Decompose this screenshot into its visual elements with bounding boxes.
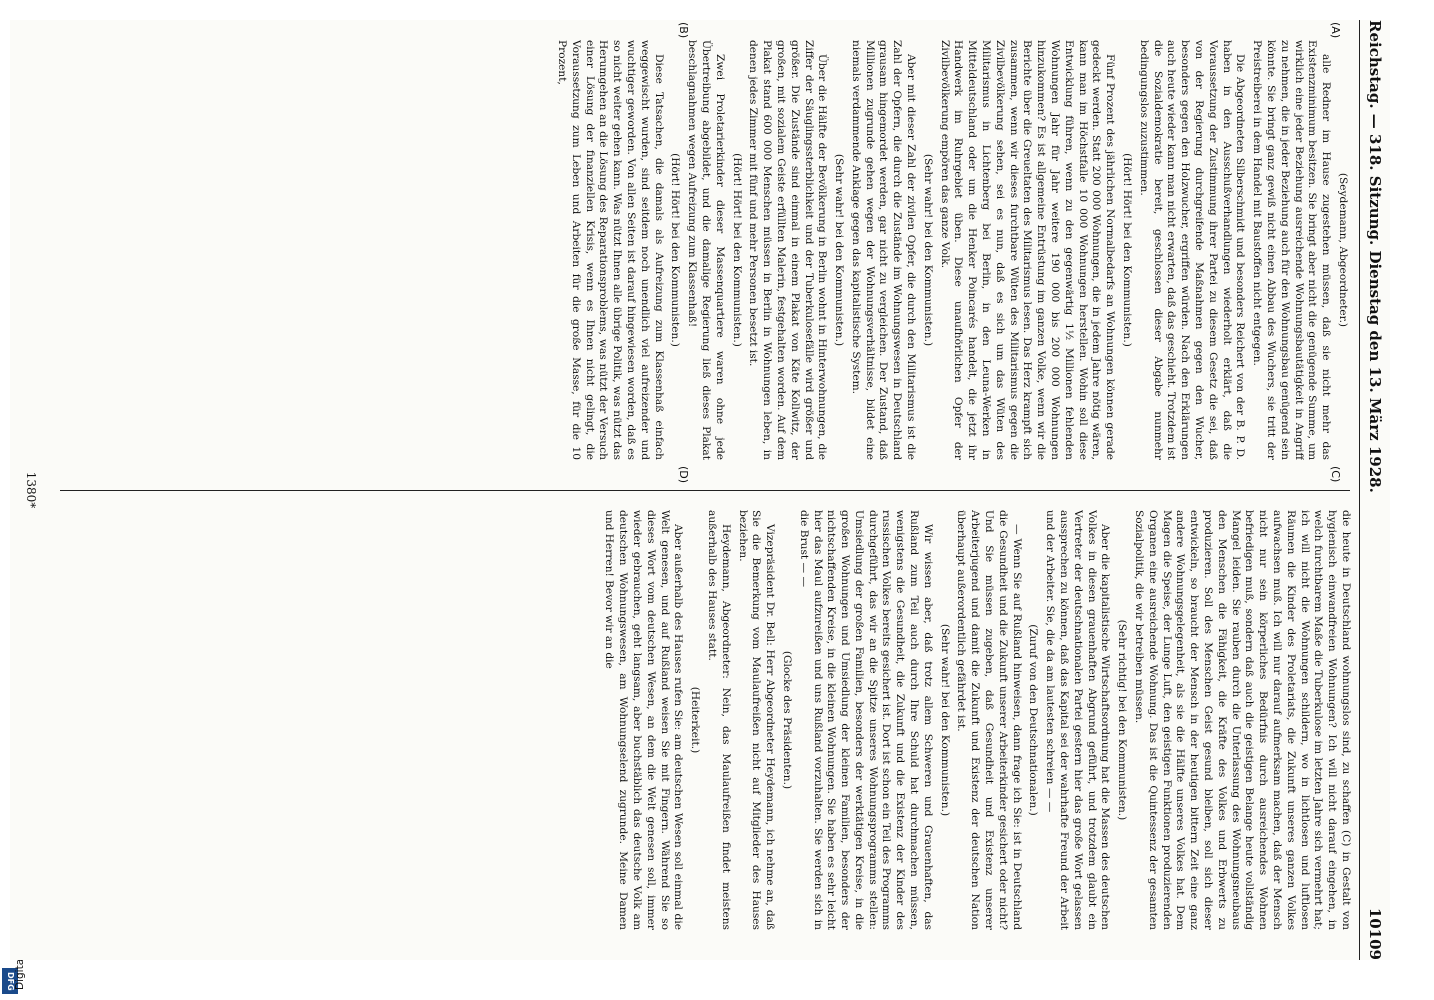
right-paragraph: Aber die kapitalistische Wirtschaftsordnung hat die Massen des deutschen Volkes in diesen grauenhaften Abgrund geführt, und trotzdem glaubt ein Vertreter der deutschnationalen Partei gestern hier das große Wort gelassen aussprechen zu können, daß das Kapital sei der wahrhafte Freund der Arbeit und der Arbeiter. Sie, die da am lautesten schreien — — <box>1044 510 1112 930</box>
page-number: 10109 <box>1366 907 1384 960</box>
right-paragraph: Vizepräsident Dr. Bell: Herr Abgeordneter Heydemann, ich nehme an, daß Sie die Bemerkung vom Maulaufreißen nicht auf Mitglieder des Hauses beziehen. <box>736 510 777 930</box>
page-footer: 1380* <box>24 471 38 509</box>
left-paragraph: alle Redner im Hause zugestehen müssen, daß sie nicht mehr das Existenzminimum besitzen. Sie bringt aber nicht die genügende Summe, um wirklich eine jeder Beziehung ausreichende Wohnungsbautätigkeit in Angriff zu nehmen, die in jeder Beziehung auch für den Wohnungsbau genügend sein könnte. Sie bringt ganz gewiß nicht einen Abbau des Wuchers, sie tritt der Preistreiberei in dem Handel mit Baustoffen nicht entgegen. <box>1251 40 1333 460</box>
left-paragraph: (Hört! Hört! bei den Kommunisten.) <box>730 153 743 347</box>
left-paragraph: Die Abgeordneten Silberschmidt und besonders Reichert von der B. P. D. haben in den Ausschußverhandlungen wiederholt erklärt, daß die Voraussetzung der Zustimmung ihrer Partei zu diesem Gesetz die sei, daß von der Regierung durchgreifende Maßnahmen gegen den Wucher, besonders gegen den Holzwucher, ergriffen würden. Nach den Erklärungen auch heute wieder kann man nicht erwarten, daß das geschieht. Trotzdem ist die Sozialdemokratie bereit, geschlossen dieser Abgabe nunmehr bedingungslos zuzustimmen. <box>1137 40 1247 460</box>
left-paragraph: (Seydemann, Abgeordneter.) <box>1337 172 1349 328</box>
left-paragraph: Zwei Proletarierkinder dieser Massenquartiere waren ohne jede Übertreibung abgebildet, und die damalige Regierung ließ dieses Plakat beschlagnahmen wegen Aufreizung zum Klassenhaß! <box>686 40 726 460</box>
left-paragraph: Über die Hälfte der Bevölkerung in Berlin wohnt in Hinterwohnungen, die Ziffer der Säuglingssterblichkeit und der Tuberkulosefälle wird größer und größer. Die Zustände sind einmal in einem Plakat von Käte Kollwitz, der großen, mit sozialem Geiste erfüllten Malerin, festgehalten worden. Auf dem Plakat stand 600 000 Menschen müssen in Berlin in Wohnungen leben, in denen jedes Zimmer mit fünf und mehr Personen besetzt ist. <box>747 40 829 460</box>
left-paragraph: (Sehr wahr! bei den Kommunisten.) <box>833 153 846 347</box>
right-paragraph: die heute in Deutschland wohnungslos sind, zu schaffen (C) in Gestalt von hygienisch einwandfreien Wohnungen? Ich will nicht darauf eingehen, in welch furchtbarem Maße die Tuberkulose im letzten Jahre sich vermehrt hat; ich will nicht die Wohnungen schildern, wo in lichtlosen und luftlosen Räumen die Kinder des Proletariats, die Zukunft unseres ganzen Volkes aufwachsen muß. Ich will nur darauf aufmerksam machen, daß der Mensch nicht nur sein körperliches Bedürfnis durch ausreichendes Wohnen befriedigen muß, sondern daß auch die geistigen Belange heute vollständig Mangel leiden. Sie rauben durch die Unterlassung des Wohnungsneubaus den Menschen die Fähigkeit, die Kräfte des Volkes und Erbwerts zu produzieren. Soll des Menschen Geist gesund bleiben, soll sich dieser entwickeln, so braucht der Mensch in der heutigen bittern Zeit eine ganz andere Wohnungsgelegenheit, als sie die Hälfte unseres Volkes hat. Dem Magen die Speise, der Lunge Luft, den geistigen Funktionen produzierenden Organen eine ausreichende Wohnung. Das ist die Quintessenz der gesamten Sozialpolitik, die wir betreiben müssen. <box>1133 510 1352 930</box>
right-paragraph: (Heiterkeit.) <box>689 686 702 754</box>
right-paragraph: (Glocke des Präsidenten.) <box>780 650 793 790</box>
right-paragraph: (Sehr wahr! bei den Kommunisten.) <box>938 623 951 817</box>
page-header <box>1359 20 1390 960</box>
right-paragraph: (Sehr richtig! bei den Kommunisten.) <box>1116 619 1129 821</box>
header-title: Reichstag. — 318. Sitzung. Dienstag den 13. März 1928. <box>1366 20 1384 493</box>
margin-marker-b: (B) <box>677 22 690 39</box>
document-page <box>10 20 1390 960</box>
left-column <box>52 40 1352 460</box>
left-paragraph: (Sehr wahr! bei den Kommunisten.) <box>921 153 934 347</box>
left-paragraph: (Hört! Hört! bei den Kommunisten.) <box>669 153 682 347</box>
left-paragraph: Aber mit dieser Zahl der zivilen Opfer, die durch den Militarismus ist die Zahl der Opfern, die durch die Zustände im Wohnungswesen in Deutschland grausam hingemordet werden, gar nicht zu vergleichen. Der Zustand, daß Millionen zugrunde gehen wegen der Wohnungsverhältnisse, bildet eine niemals verdammende Anklage gegen das kapitalistische System. <box>849 40 918 460</box>
right-column <box>52 510 1352 930</box>
column-divider <box>60 490 1350 491</box>
right-paragraph: — Wenn Sie auf Rußland hinweisen, dann frage ich Sie: ist in Deutschland die Gesundheit und die Zukunft unserer Arbeiterkinder gesichert oder nicht? Und Sie müssen zugeben, daß Gesundheit und Existenz unserer Arbeiterjugend und damit die Zukunft und Existenz der deutschen Nation überhaupt außerordentlich gefährdet ist. <box>955 510 1023 930</box>
margin-marker-c: (C) <box>1329 466 1342 483</box>
left-paragraph: Diese Tatsachen, die damals als Aufreizung zum Klassenhaß einfach weggewischt wurden, sind seitdem noch unendlich viel aufreizender und wuchtiger geworden. Von allen Seiten ist darauf hingewiesen worden, daß es so nicht weiter gehen kann. Was nützt Ihnen alle übrige Politik, was nützt das Herumgehen an die Lösung des Reparationsproblems, was nützt der Versuch einer Lösung der finanziellen Krisis, wenn es Ihnen nicht gelingt, die Voraussetzung zum Leben und Arbeiten für die große Masse, für die 10 Prozent, <box>555 40 665 460</box>
dfg-logo: DFG <box>2 968 18 994</box>
right-paragraph: Heydemann, Abgeordneter: Nein, das Maulaufreißen findet meistens außerhalb des Hauses statt. <box>705 510 732 930</box>
left-paragraph: (Hört! Hört! bei den Kommunisten.) <box>1121 153 1134 347</box>
margin-marker-a: (A) <box>1329 22 1342 39</box>
right-paragraph: Wir wissen aber, daß trotz allem Schweren und Grauenhaften, das Rußland zum Teil auch durch Ihre Schuld hat durchmachen müssen, wenigstens die Gesundheit, die Zukunft und die Existenz der Kinder des russischen Volkes bereits gesichert ist. Dort ist schon ein Teil des Programms durchgeführt, das wir an die Spitze unseres Wohnungsprogramms stellen: Umsiedlung der großen Familien, besonders der werktätigen Kreise, in die großen Wohnungen und Umsiedlung der kleinen Familien, besonders der nichtschaffenden Kreise, in die kleinen Wohnungen. Sie haben es sehr leicht hier das Maul aufzureißen und uns Rußland vorzuhalten. Sie werden sich in die Brust — — <box>797 510 934 930</box>
right-paragraph: Aber außerhalb des Hauses rufen Sie: am deutschen Wesen soll einmal die Welt genesen, und auf Rußland weisen Sie mit Fingern. Während Sie so dieses Wort vom deutschen Wesen, an dem die Welt genesen soll, immer wieder gebrauchen, geht langsam, aber buchstäblich das deutsche Volk am deutschen Wohnungswesen, am Wohnungselend zugrunde. Meine Damen und Herren! Bevor wir an die <box>603 510 685 930</box>
left-paragraph: Fünf Prozent des jährlichen Normalbedarfs an Wohnungen können gerade gedeckt werden. Statt 200 000 Wohnungen, die in jedem Jahre nötig wären, kann man im Höchstfalle 10 000 Wohnungen herstellen. Wohin soll diese Entwicklung führen, wenn zu den gegenwärtig 1½ Millionen fehlenden Wohnungen Jahr für Jahr weitere 190 000 bis 200 000 Wohnungen hinzukommen? Es ist allgemeine Entrüstung im ganzen Volke, wenn wir die Berichte über die Greueltaten des Militarismus lesen. Das Herz krampft sich zusammen, wenn wir dieses furchtbare Wüten des Militarismus gegen die Zivilbevölkerung sehen, sei es nun, daß es sich um das Wüten des Militarismus in Lichtenberg bei Berlin, in den Leuna-Werken in Mitteldeutschland oder um die Henker Poincarés handelt, die jetzt ihr Handwerk im Ruhrgebiet üben. Diese unaufhörlichen Opfer der Zivilbevölkerung empören das ganze Volk. <box>938 40 1117 460</box>
right-paragraph: (Zuruf von den Deutschnationalen.) <box>1027 624 1040 816</box>
margin-marker-d: (D) <box>677 466 690 484</box>
